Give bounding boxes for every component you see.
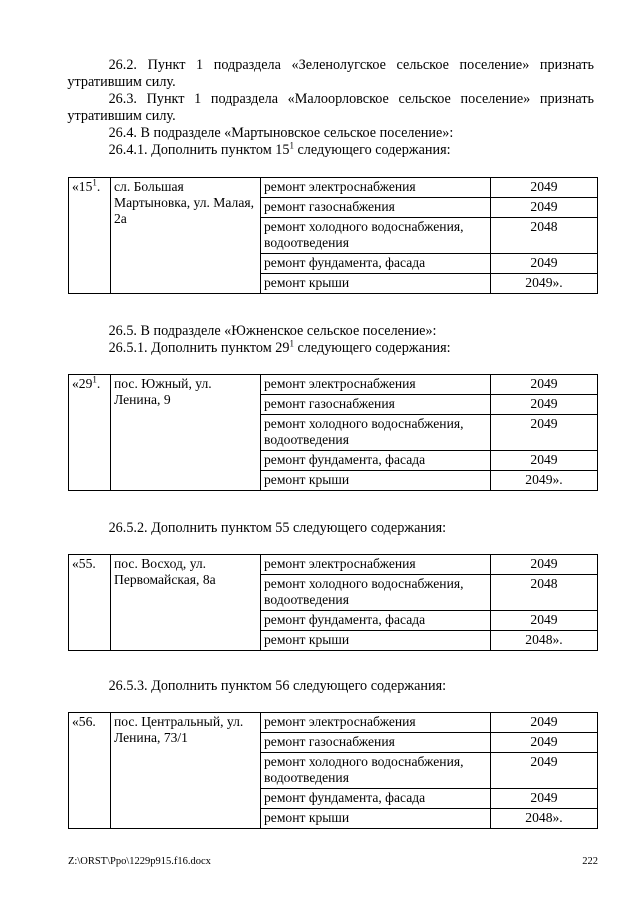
superscript: 1	[289, 140, 294, 151]
year-cell: 2049	[491, 254, 598, 274]
year-cell: 2049	[491, 451, 598, 471]
paragraph-26-4-1-text: 26.4.1. Дополнить пунктом 15	[108, 142, 290, 158]
table-row	[69, 375, 598, 395]
work-type-cell: ремонт фундамента, фасада	[261, 611, 491, 631]
superscript: 1	[92, 177, 97, 188]
work-type-cell: ремонт фундамента, фасада	[261, 789, 491, 809]
paragraph-26-4-1	[88, 142, 594, 159]
table-item-15-1	[68, 177, 598, 294]
item-number-cell: «55.	[69, 555, 111, 651]
paragraph-26-2	[67, 57, 594, 91]
paragraph-26-5-1-tail: следующего содержания:	[293, 340, 451, 356]
paragraph-26-3-line2: утратившим силу.	[67, 108, 176, 124]
year-cell: 2049	[491, 415, 598, 451]
work-type-cell: ремонт крыши	[261, 471, 491, 491]
address-cell: сл. Большая Мартыновка, ул. Малая, 2а	[111, 178, 261, 294]
item-number-cell	[69, 375, 111, 491]
year-cell: 2049	[491, 395, 598, 415]
work-type-cell: ремонт холодного водоснабжения, водоотведения	[261, 753, 491, 789]
year-cell: 2049	[491, 733, 598, 753]
item-number: «29	[72, 376, 93, 391]
table-row	[69, 555, 598, 575]
year-cell: 2049	[491, 178, 598, 198]
work-type-cell: ремонт холодного водоснабжения, водоотведения	[261, 218, 491, 254]
item-number-cell	[69, 178, 111, 294]
paragraph-26-5-1	[88, 340, 594, 357]
paragraph-26-5-2: 26.5.2. Дополнить пунктом 55 следующего содержания:	[108, 520, 447, 536]
superscript: 1	[289, 338, 294, 349]
paragraph-26-4: 26.4. В подразделе «Мартыновское сельское поселение»:	[108, 125, 454, 141]
work-type-cell: ремонт крыши	[261, 274, 491, 294]
paragraph-26-2-line1: 26.2. Пункт 1 подраздела «Зеленолугское сельское поселение» признать	[108, 57, 594, 73]
year-cell: 2049».	[491, 274, 598, 294]
work-type-cell: ремонт холодного водоснабжения, водоотведения	[261, 575, 491, 611]
year-cell: 2048».	[491, 809, 598, 829]
work-type-cell: ремонт крыши	[261, 809, 491, 829]
work-type-cell: ремонт фундамента, фасада	[261, 254, 491, 274]
footer-file-path: Z:\ORST\Ppo\1229p915.f16.docx	[68, 856, 211, 867]
work-type-cell: ремонт фундамента, фасада	[261, 451, 491, 471]
paragraph-26-5: 26.5. В подразделе «Южненское сельское поселение»:	[108, 323, 437, 339]
paragraph-26-3-line1: 26.3. Пункт 1 подраздела «Малоорловское сельское поселение» признать	[108, 91, 594, 107]
table-row	[69, 178, 598, 198]
work-type-cell: ремонт электроснабжения	[261, 375, 491, 395]
table-item-56	[68, 712, 598, 829]
paragraph-26-2-line2: утратившим силу.	[67, 74, 176, 90]
year-cell: 2048	[491, 218, 598, 254]
work-type-cell: ремонт крыши	[261, 631, 491, 651]
year-cell: 2049	[491, 555, 598, 575]
address-cell: пос. Южный, ул. Ленина, 9	[111, 375, 261, 491]
year-cell: 2049	[491, 753, 598, 789]
paragraph-26-4-1-tail: следующего содержания:	[293, 142, 451, 158]
year-cell: 2049	[491, 375, 598, 395]
table-row	[69, 713, 598, 733]
work-type-cell: ремонт газоснабжения	[261, 198, 491, 218]
item-number-cell: «56.	[69, 713, 111, 829]
table-item-55	[68, 554, 598, 651]
year-cell: 2049	[491, 611, 598, 631]
item-number-dot: .	[96, 179, 101, 194]
year-cell: 2049	[491, 713, 598, 733]
work-type-cell: ремонт газоснабжения	[261, 733, 491, 753]
work-type-cell: ремонт холодного водоснабжения, водоотведения	[261, 415, 491, 451]
footer-page-number: 222	[582, 856, 598, 867]
table-item-29-1	[68, 374, 598, 491]
work-type-cell: ремонт электроснабжения	[261, 713, 491, 733]
superscript: 1	[92, 374, 97, 385]
paragraph-26-5-3: 26.5.3. Дополнить пунктом 56 следующего содержания:	[108, 678, 447, 694]
work-type-cell: ремонт электроснабжения	[261, 178, 491, 198]
work-type-cell: ремонт газоснабжения	[261, 395, 491, 415]
year-cell: 2048».	[491, 631, 598, 651]
year-cell: 2049	[491, 789, 598, 809]
year-cell: 2049».	[491, 471, 598, 491]
paragraph-26-5-1-text: 26.5.1. Дополнить пунктом 29	[108, 340, 290, 356]
item-number: «15	[72, 179, 93, 194]
paragraph-26-3	[67, 91, 594, 125]
address-cell: пос. Центральный, ул. Ленина, 73/1	[111, 713, 261, 829]
work-type-cell: ремонт электроснабжения	[261, 555, 491, 575]
address-cell: пос. Восход, ул. Первомайская, 8а	[111, 555, 261, 651]
year-cell: 2049	[491, 198, 598, 218]
year-cell: 2048	[491, 575, 598, 611]
item-number-dot: .	[96, 376, 101, 391]
